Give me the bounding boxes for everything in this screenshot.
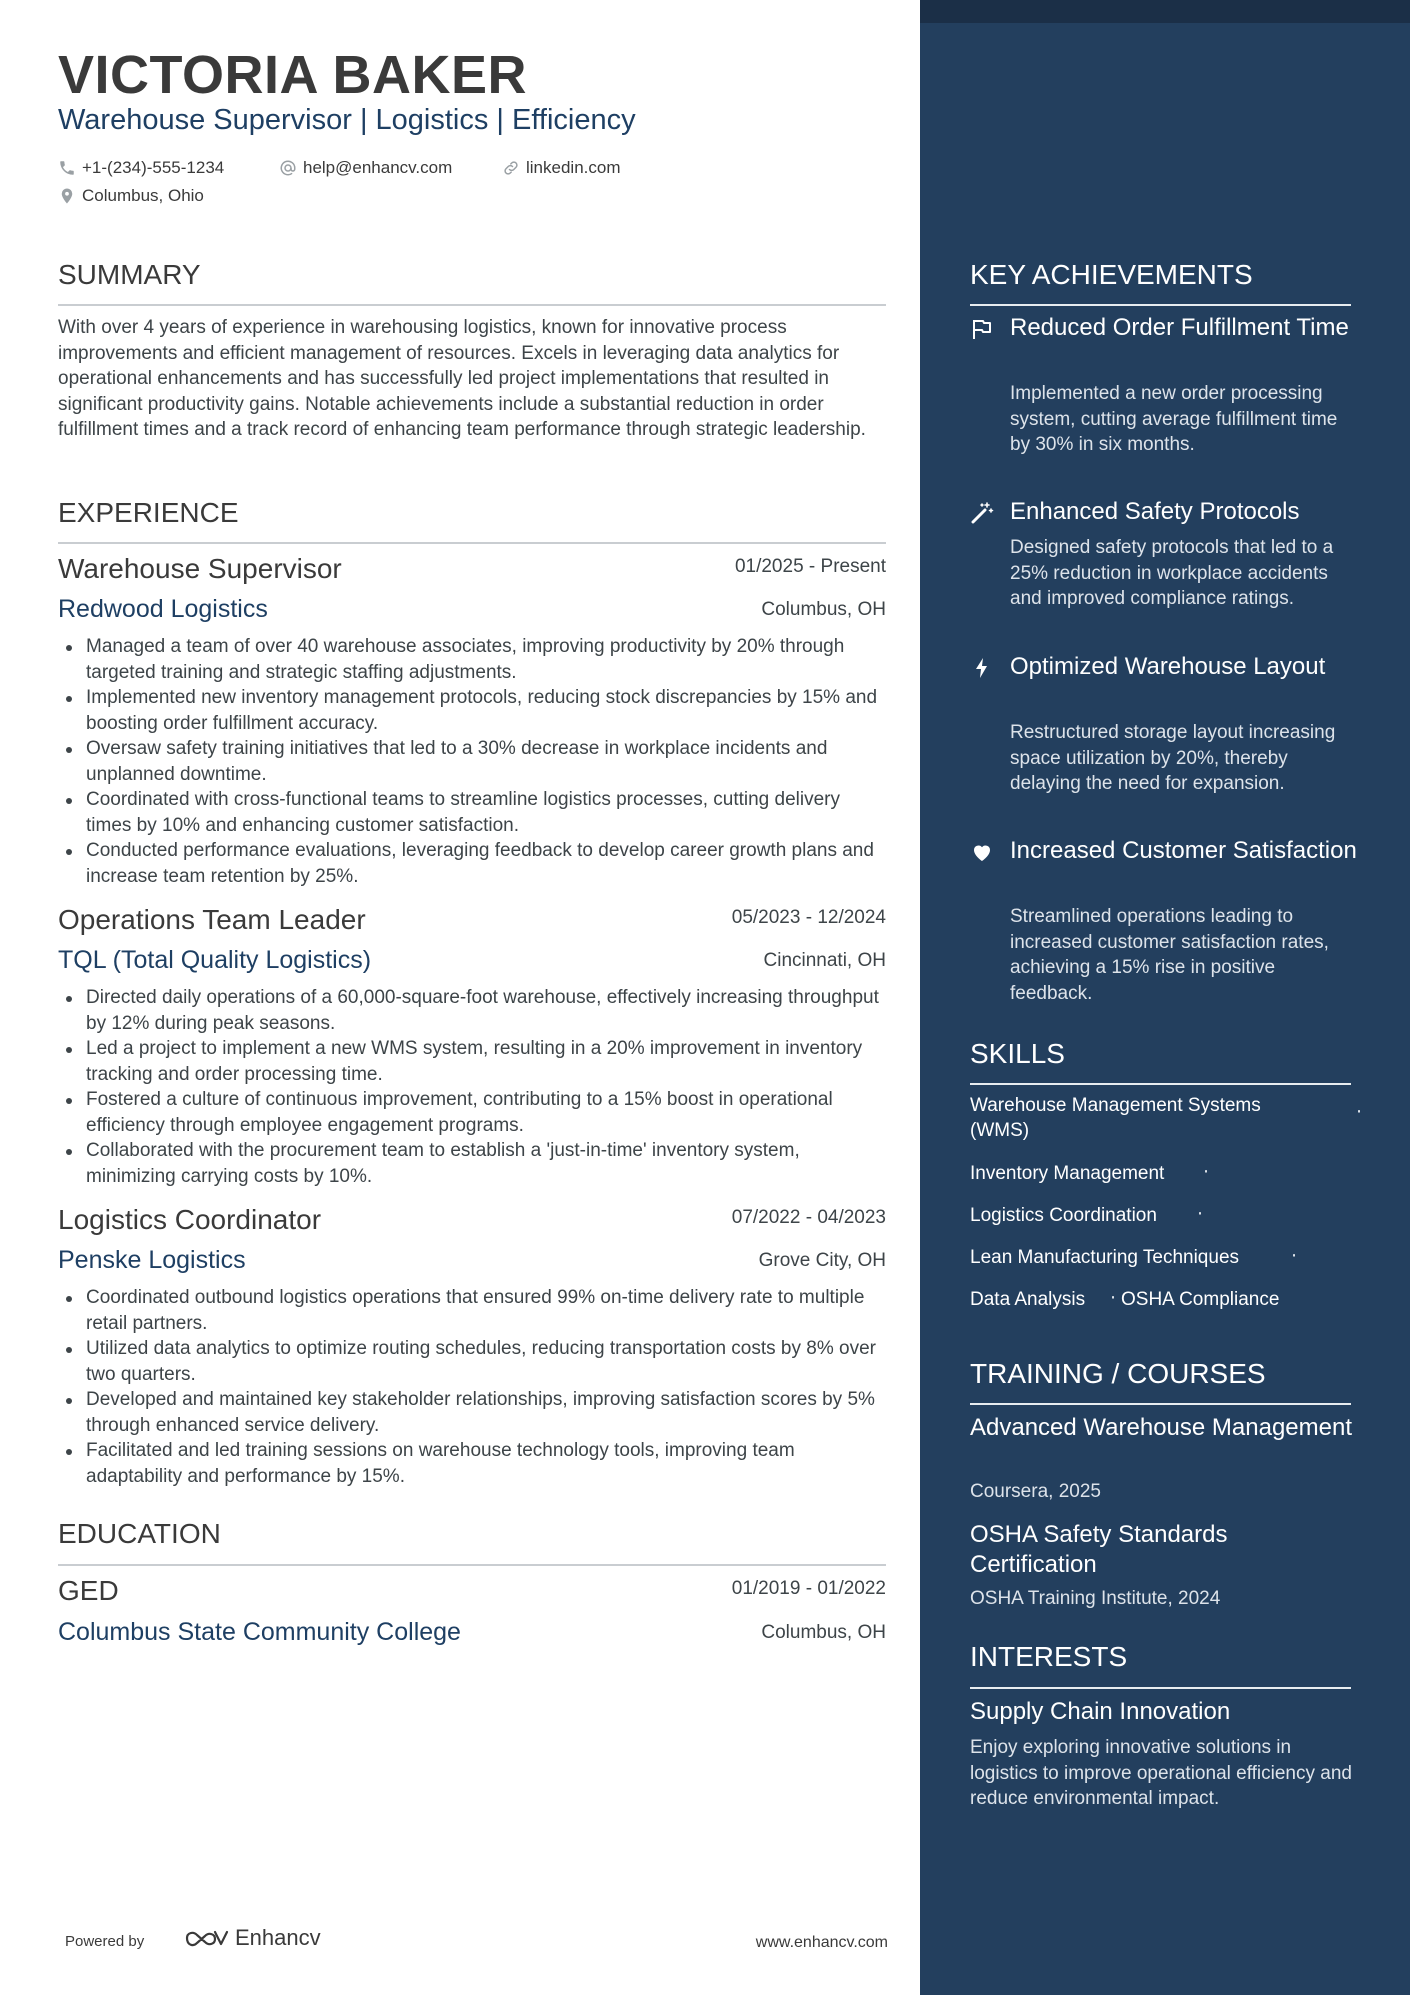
- summary-title: SUMMARY: [58, 259, 201, 290]
- linkedin-contact[interactable]: [502, 158, 621, 178]
- link-icon: [502, 159, 520, 177]
- education-divider: [58, 1564, 886, 1566]
- job-company: Penske Logistics: [58, 1246, 246, 1274]
- training-divider: [970, 1403, 1351, 1405]
- achievement-title: Enhanced Safety Protocols: [1010, 498, 1300, 525]
- job-bullet: Fostered a culture of continuous improvement, contributing to a 15% boost in operational efficiency through employee engagement programs.: [58, 1087, 888, 1138]
- job-role: Logistics Coordinator: [58, 1204, 322, 1235]
- enhancv-logo[interactable]: [183, 1925, 321, 1951]
- achievement-desc: Designed safety protocols that led to a 25% reduction in workplace accidents and improved compliance ratings.: [1010, 537, 1334, 609]
- location-contact: [58, 186, 204, 206]
- achievements-divider: [970, 304, 1351, 306]
- training-course-title: Advanced Warehouse Management: [970, 1414, 1353, 1441]
- candidate-headline: Warehouse Supervisor | Logistics | Efficiency: [58, 104, 636, 136]
- skill-item: Inventory Management: [970, 1163, 1165, 1184]
- location-text: Columbus, Ohio: [82, 186, 204, 205]
- job-bullet: Collaborated with the procurement team to establish a 'just-in-time' inventory system, minimizing carrying costs by 10%.: [58, 1138, 888, 1189]
- enhancv-brand-text: Enhancv: [235, 1925, 321, 1950]
- training-title: TRAINING / COURSES: [970, 1358, 1266, 1389]
- skill-separator: ·: [1291, 1245, 1298, 1267]
- job-bullet: Led a project to implement a new WMS system, resulting in a 20% improvement in inventory tracking and order processing time.: [58, 1036, 888, 1087]
- skill-item: Logistics Coordination: [970, 1205, 1157, 1226]
- skill-item: Warehouse Management Systems (WMS): [970, 1095, 1261, 1141]
- achievement-title: Optimized Warehouse Layout: [1010, 653, 1326, 680]
- sidebar: [920, 0, 1410, 1995]
- skill-item: Lean Manufacturing Techniques: [970, 1247, 1240, 1268]
- training-course-source: Coursera, 2025: [970, 1481, 1101, 1502]
- education-dates: 01/2019 - 01/2022: [731, 1578, 886, 1599]
- job-bullet: Utilized data analytics to optimize routing schedules, reducing transportation costs by 8% over two quarters.: [58, 1336, 888, 1387]
- job-bullets: [58, 634, 888, 889]
- training-course-source: OSHA Training Institute, 2024: [970, 1588, 1221, 1609]
- phone-contact[interactable]: [58, 158, 224, 178]
- interest-desc: Enjoy exploring innovative solutions in logistics to improve operational efficiency and reduce environmental impact.: [970, 1737, 1352, 1809]
- at-icon: [279, 159, 297, 177]
- education-title: EDUCATION: [58, 1518, 221, 1549]
- achievement-title: Reduced Order Fulfillment Time: [1010, 314, 1349, 341]
- summary-text: With over 4 years of experience in warehousing logistics, known for innovative process improvements and efficient management of resources. Excels in leveraging data analytics for operational enhancements and has successfully led project implementations that resulted in significant productivity gains. Notable achievements include a substantial reduction in order fulfillment times and a track record of enhancing team performance through strategic leadership.: [58, 317, 866, 440]
- flag-icon: [970, 317, 994, 341]
- phone-icon: [58, 159, 76, 177]
- powered-by-text: Powered by: [65, 1933, 145, 1950]
- job-dates: 07/2022 - 04/2023: [731, 1207, 886, 1228]
- experience-divider: [58, 542, 886, 544]
- job-bullet: Coordinated outbound logistics operations that ensured 99% on-time delivery rate to multiple retail partners.: [58, 1285, 888, 1336]
- lightning-bolt-icon: [970, 656, 994, 680]
- summary-divider: [58, 304, 886, 306]
- email-text: help@enhancv.com: [303, 158, 453, 177]
- email-contact[interactable]: [279, 158, 452, 178]
- achievements-title: KEY ACHIEVEMENTS: [970, 259, 1253, 290]
- enhancv-logo-icon: [183, 1926, 229, 1950]
- phone-text: +1-(234)-555-1234: [82, 158, 225, 177]
- skill-separator: ·: [1110, 1287, 1117, 1309]
- job-bullet: Developed and maintained key stakeholder relationships, improving satisfaction scores by 5% through enhanced service delivery.: [58, 1387, 888, 1438]
- job-bullet: Conducted performance evaluations, leveraging feedback to develop career growth plans and increase team retention by 25%.: [58, 838, 888, 889]
- job-bullet: Implemented new inventory management protocols, reducing stock discrepancies by 15% and boosting order fulfillment accuracy.: [58, 685, 888, 736]
- magic-wand-icon: [970, 501, 994, 525]
- job-bullet: Coordinated with cross-functional teams to streamline logistics processes, cutting delivery times by 10% and enhancing customer satisfaction.: [58, 787, 888, 838]
- skills-title: SKILLS: [970, 1038, 1065, 1069]
- job-bullet: Facilitated and led training sessions on warehouse technology tools, improving team adaptability and performance by 15%.: [58, 1438, 888, 1489]
- job-location: Grove City, OH: [758, 1250, 886, 1271]
- job-bullets: [58, 1285, 888, 1489]
- heart-icon: [970, 840, 994, 864]
- footer-url[interactable]: www.enhancv.com: [755, 1934, 888, 1951]
- skill-separator: ·: [1356, 1101, 1363, 1123]
- job-role: Operations Team Leader: [58, 904, 366, 935]
- job-bullets: [58, 985, 888, 1189]
- job-dates: 01/2025 - Present: [734, 556, 886, 577]
- job-role: Warehouse Supervisor: [58, 553, 342, 584]
- experience-title: EXPERIENCE: [58, 497, 239, 528]
- skill-separator: ·: [1197, 1203, 1204, 1225]
- skills-divider: [970, 1083, 1351, 1085]
- job-dates: 05/2023 - 12/2024: [731, 907, 886, 928]
- sidebar-top-band: [920, 0, 1410, 23]
- education-school: Columbus State Community College: [58, 1618, 461, 1646]
- job-bullet: Oversaw safety training initiatives that led to a 30% decrease in workplace incidents and unplanned downtime.: [58, 736, 888, 787]
- location-pin-icon: [58, 187, 76, 205]
- job-company: Redwood Logistics: [58, 595, 268, 623]
- skill-item: Data Analysis: [970, 1289, 1086, 1310]
- achievement-desc: Streamlined operations leading to increased customer satisfaction rates, achieving a 15% rise in positive feedback.: [1010, 906, 1329, 1004]
- job-company: TQL (Total Quality Logistics): [58, 946, 372, 974]
- education-location: Columbus, OH: [761, 1622, 886, 1643]
- job-location: Columbus, OH: [761, 599, 886, 620]
- candidate-name: VICTORIA BAKER: [58, 45, 528, 105]
- education-degree: GED: [58, 1575, 119, 1606]
- interests-divider: [970, 1687, 1351, 1689]
- interest-title: Supply Chain Innovation: [970, 1698, 1231, 1725]
- job-location: Cincinnati, OH: [763, 950, 886, 971]
- linkedin-text: linkedin.com: [526, 158, 621, 177]
- interests-title: INTERESTS: [970, 1641, 1128, 1672]
- job-bullet: Managed a team of over 40 warehouse associates, improving productivity by 20% through targeted training and strategic staffing adjustments.: [58, 634, 888, 685]
- skill-item: OSHA Compliance: [1121, 1289, 1280, 1310]
- training-course-title: OSHA Safety Standards Certification: [970, 1521, 1228, 1578]
- job-bullet: Directed daily operations of a 60,000-square-foot warehouse, effectively increasing throughput by 12% during peak seasons.: [58, 985, 888, 1036]
- achievement-desc: Implemented a new order processing system, cutting average fulfillment time by 30% in six months.: [1010, 383, 1338, 455]
- achievement-title: Increased Customer Satisfaction: [1010, 837, 1357, 864]
- skill-separator: ·: [1203, 1161, 1210, 1183]
- achievement-desc: Restructured storage layout increasing space utilization by 20%, thereby delaying the need for expansion.: [1010, 722, 1336, 794]
